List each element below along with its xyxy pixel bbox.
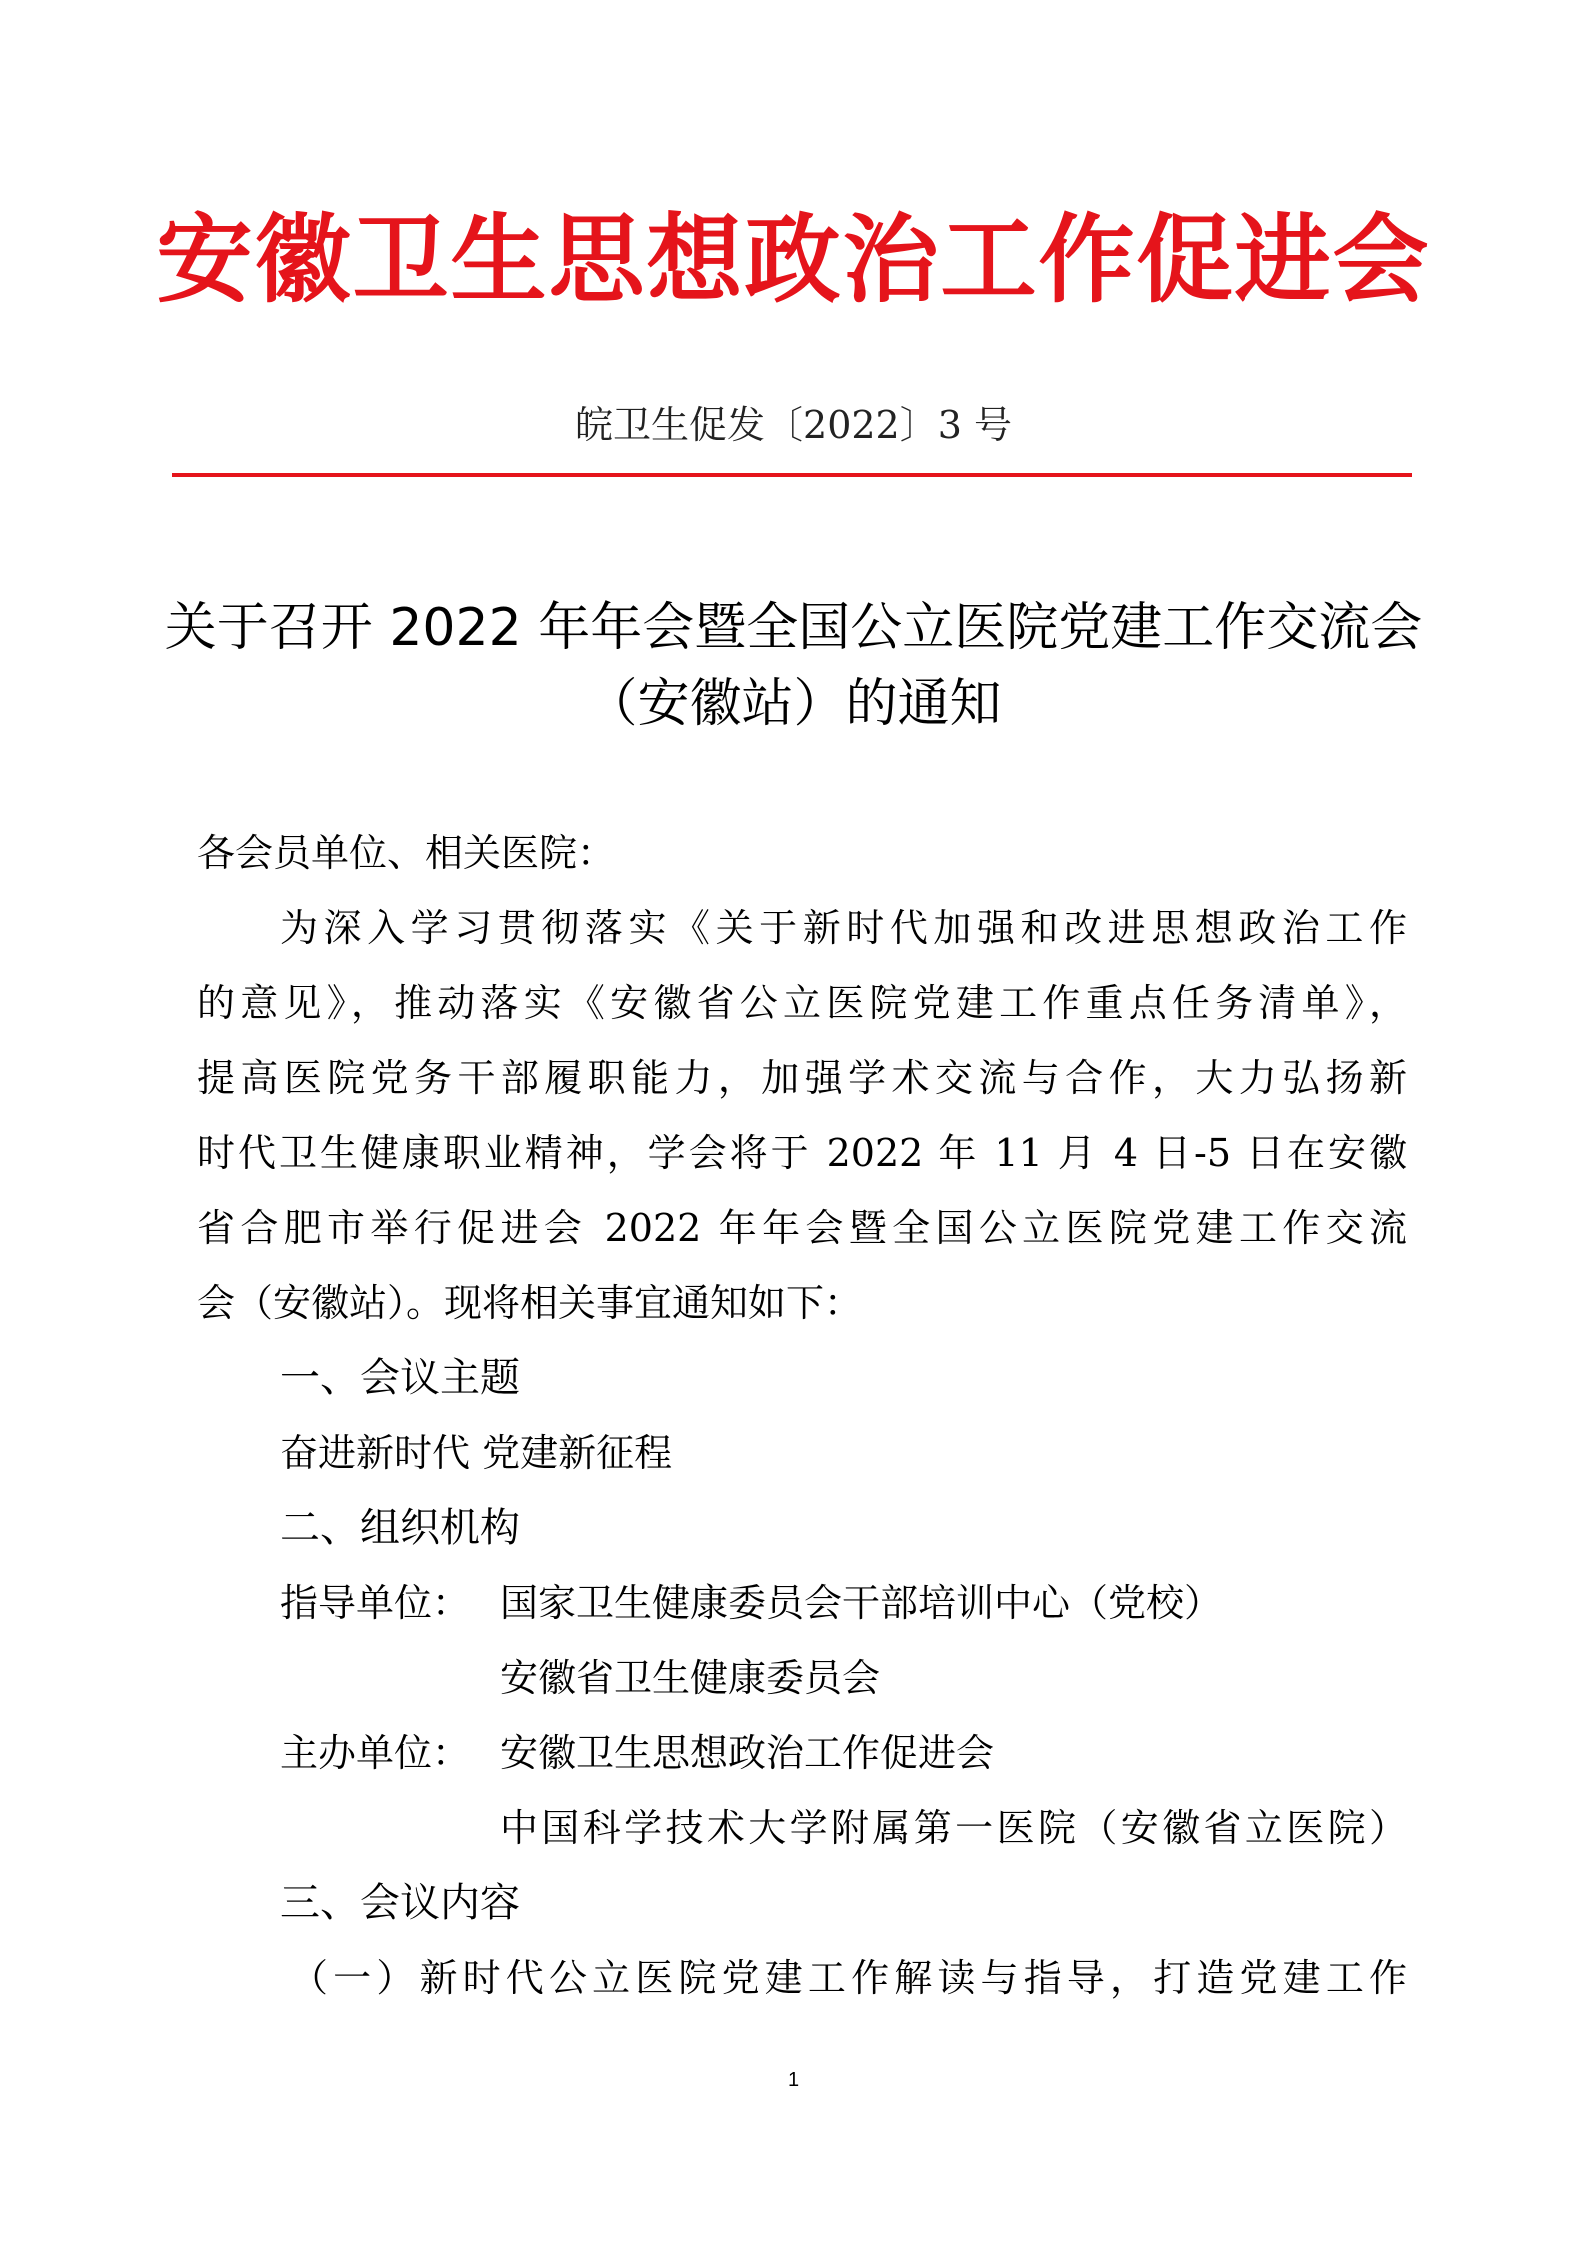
notice-title: 关于召开 2022 年年会暨全国公立医院党建工作交流会（安徽站）的通知	[164, 598, 1423, 734]
host-label: 主办单位：	[280, 1731, 471, 1775]
salutation: 各会员单位、相关医院：	[197, 831, 616, 875]
guide-unit: 安徽省卫生健康委员会	[500, 1656, 881, 1700]
guide-unit: 国家卫生健康委员会干部培训中心（党校）	[500, 1581, 1223, 1625]
page-number: 1	[787, 2069, 800, 2091]
org-title: 安徽卫生思想政治工作促进会	[156, 204, 1431, 316]
intro-line: 为深入学习贯彻落实《关于新时代加强和改进思想政治工作	[280, 906, 1407, 950]
intro-line: 的意见》，推动落实《安徽省公立医院党建工作重点任务清单》，	[197, 981, 1407, 1025]
host-unit: 中国科学技术大学附属第一医院（安徽省立医院）	[500, 1806, 1407, 1850]
intro-line: 会（安徽站）。现将相关事宜通知如下：	[197, 1281, 863, 1325]
section-heading-content: 三、会议内容	[280, 1880, 520, 1926]
intro-line: 时代卫生健康职业精神，学会将于 2022 年 11 月 4 日-5 日在安徽	[197, 1131, 1407, 1175]
document-number: 皖卫生促发〔2022〕3 号	[575, 403, 1012, 447]
host-unit: 安徽卫生思想政治工作促进会	[500, 1731, 995, 1775]
intro-line: 提高医院党务干部履职能力，加强学术交流与合作，大力弘扬新	[197, 1056, 1407, 1100]
meeting-theme: 奋进新时代 党建新征程	[280, 1431, 673, 1475]
guide-label: 指导单位：	[280, 1581, 471, 1625]
section-heading-theme: 一、会议主题	[280, 1355, 520, 1401]
content-item: （一）新时代公立医院党建工作解读与指导，打造党建工作	[290, 1956, 1407, 2000]
red-divider	[172, 473, 1412, 477]
section-heading-organization: 二、组织机构	[280, 1505, 520, 1551]
intro-line: 省合肥市举行促进会 2022 年年会暨全国公立医院党建工作交流	[197, 1206, 1407, 1250]
